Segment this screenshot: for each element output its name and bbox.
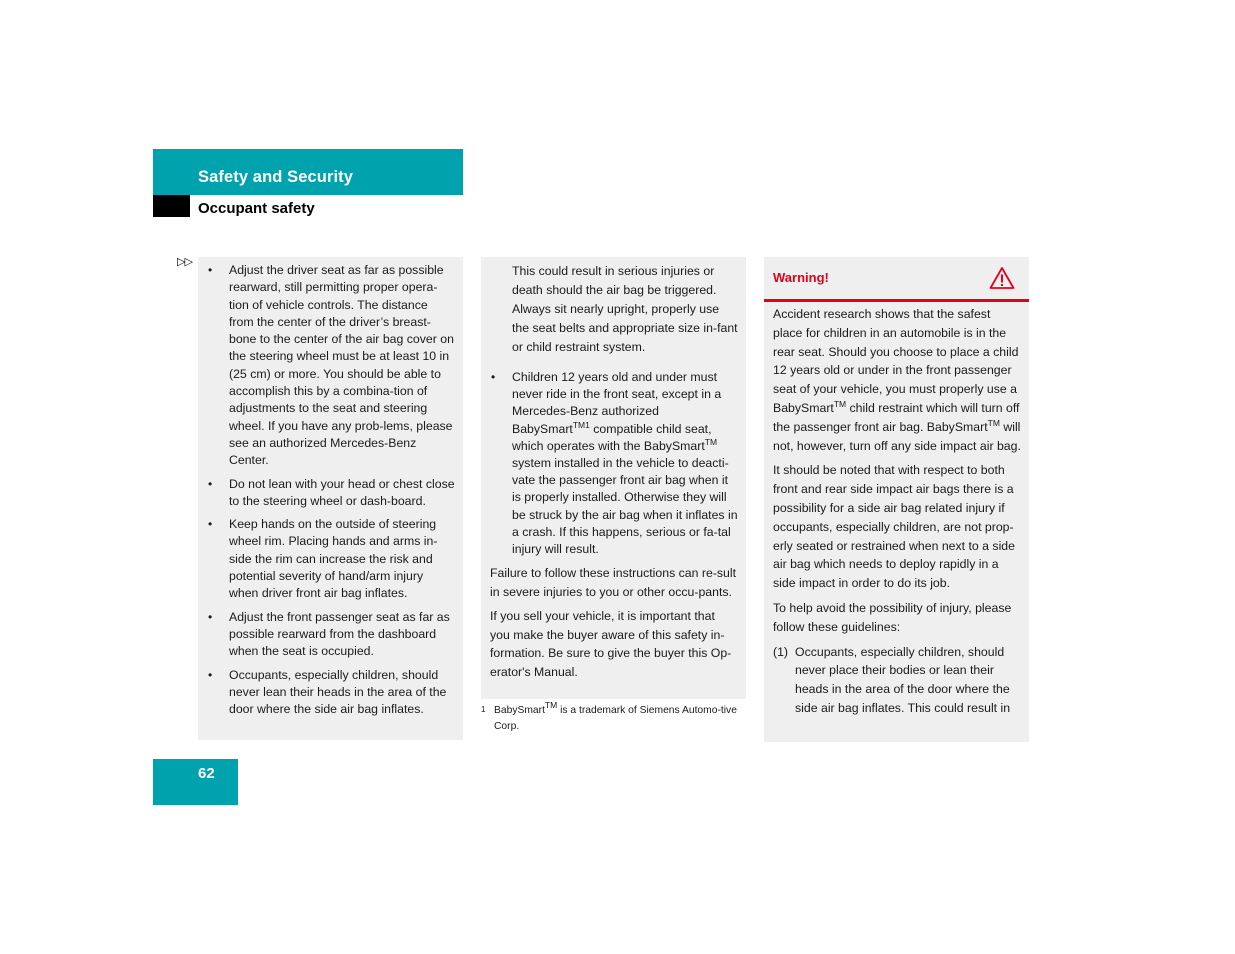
subsection-marker xyxy=(153,195,190,217)
guideline-item-1 xyxy=(773,643,1023,718)
subsection-title: Occupant safety xyxy=(198,200,315,217)
warning-label: Warning! xyxy=(773,270,829,285)
babysmart-text-1: Children 12 years old and under must never ride in the front seat, except in a Mercedes-Benz authorized BabySmart xyxy=(512,370,722,436)
column-1-panel xyxy=(198,257,463,740)
column-2-panel xyxy=(481,257,746,699)
warning-paragraph-2: It should be noted that with respect to both front and rear side impact air bags there is a possibility for a side air bag related injury if occupants, especially children, are not prop-erly seated or restrained when next to a side air bag which needs to deploy rapidly in a side impact in order to do its job. xyxy=(773,463,1015,591)
list-item xyxy=(481,369,738,558)
trademark-sup: TM xyxy=(987,417,1000,428)
safety-bullet-list xyxy=(198,262,455,718)
footnote xyxy=(481,700,749,735)
guideline-number: (1) xyxy=(773,644,789,659)
failure-warning-paragraph: Failure to follow these instructions can re-sult in severe injuries to you or other occu-pants. xyxy=(490,566,737,599)
warning-header xyxy=(764,257,1029,302)
footnote-text-1: BabySmart xyxy=(494,705,545,716)
footnote-trademark-sup: TM xyxy=(544,700,558,710)
sell-vehicle-paragraph: If you sell your vehicle, it is important that you make the buyer aware of this safety in-formation. Be sure to give the buyer this Op-erator's Manual. xyxy=(490,609,732,679)
list-item: • Adjust the driver seat as far as possible rearward, still permitting proper opera-tion of vehicle controls. The distance from the center of the driver’s breast-bone to the center of the air bag cover on the steering wheel must be at least 10 in (25 cm) or more. You should be able to accomplish this by a combina-tion of adjustments to the seat and steering wheel. If you have any prob-lems, please see an authorized Mercedes-Benz Center. xyxy=(198,262,455,470)
continued-bullet-text: This could result in serious injuries or death should the air bag be triggered. Always sit nearly upright, properly use the seat belts and appropriate size in-fant or child restraint system. xyxy=(512,264,738,354)
babysmart-text-2: compatible child seat, which operates with the BabySmart xyxy=(512,421,712,453)
babysmart-bullet-list xyxy=(481,369,738,558)
warning-text-1: Accident research shows that the safest place for children in an automobile is in the rear seat. Should you choose to place a child 12 years old or under in the front passenger seat of your vehicle, you must properly use a BabySmart xyxy=(773,307,1019,415)
trademark-sup: TM xyxy=(833,398,847,409)
warning-triangle-icon xyxy=(989,266,1015,290)
list-item: • Adjust the front passenger seat as far as possible rearward from the dashboard when the seat is occupied. xyxy=(198,609,455,661)
list-item: • Occupants, especially children, should never lean their heads in the area of the door where the side air bag inflates. xyxy=(198,667,455,719)
trademark-sup: TM xyxy=(704,436,718,447)
babysmart-text-3: system installed in the vehicle to deacti-vate the passenger front air bag when it is properly installed. Otherwise they will be struck by the air bag when it inflates in a crash. If this happens, serious or fa-tal injury will result. xyxy=(512,456,738,557)
footnote-mark: 1 xyxy=(481,705,486,714)
warning-text-2: child restraint which will turn off the passenger front air bag. BabySmart xyxy=(773,400,1020,434)
warning-paragraph-1 xyxy=(773,305,1023,455)
trademark-footnote-sup: TM1 xyxy=(572,419,590,430)
continuation-arrows-icon: ▷▷ xyxy=(177,256,192,268)
section-title: Safety and Security xyxy=(198,168,354,186)
warning-paragraph-3: To help avoid the possibility of injury, please follow these guidelines: xyxy=(773,600,1012,634)
warning-panel xyxy=(764,257,1029,742)
guideline-text: Occupants, especially children, should never place their bodies or lean their heads in the area of the door where the side air bag inflates. This could result in xyxy=(795,644,1011,715)
page-number-box xyxy=(153,759,238,805)
list-item: • Keep hands on the outside of steering wheel rim. Placing hands and arms in-side the rim can increase the risk and potential severity of hand/arm injury when driver front air bag inflates. xyxy=(198,516,455,602)
footnote-text-2: is a trademark of Siemens Automo-tive Corp. xyxy=(494,705,737,732)
page-number: 62 xyxy=(198,765,215,782)
warning-text-3: will not, however, turn off any side impact air bag. xyxy=(773,419,1021,453)
list-item: • Do not lean with your head or chest close to the steering wheel or dash-board. xyxy=(198,476,455,511)
